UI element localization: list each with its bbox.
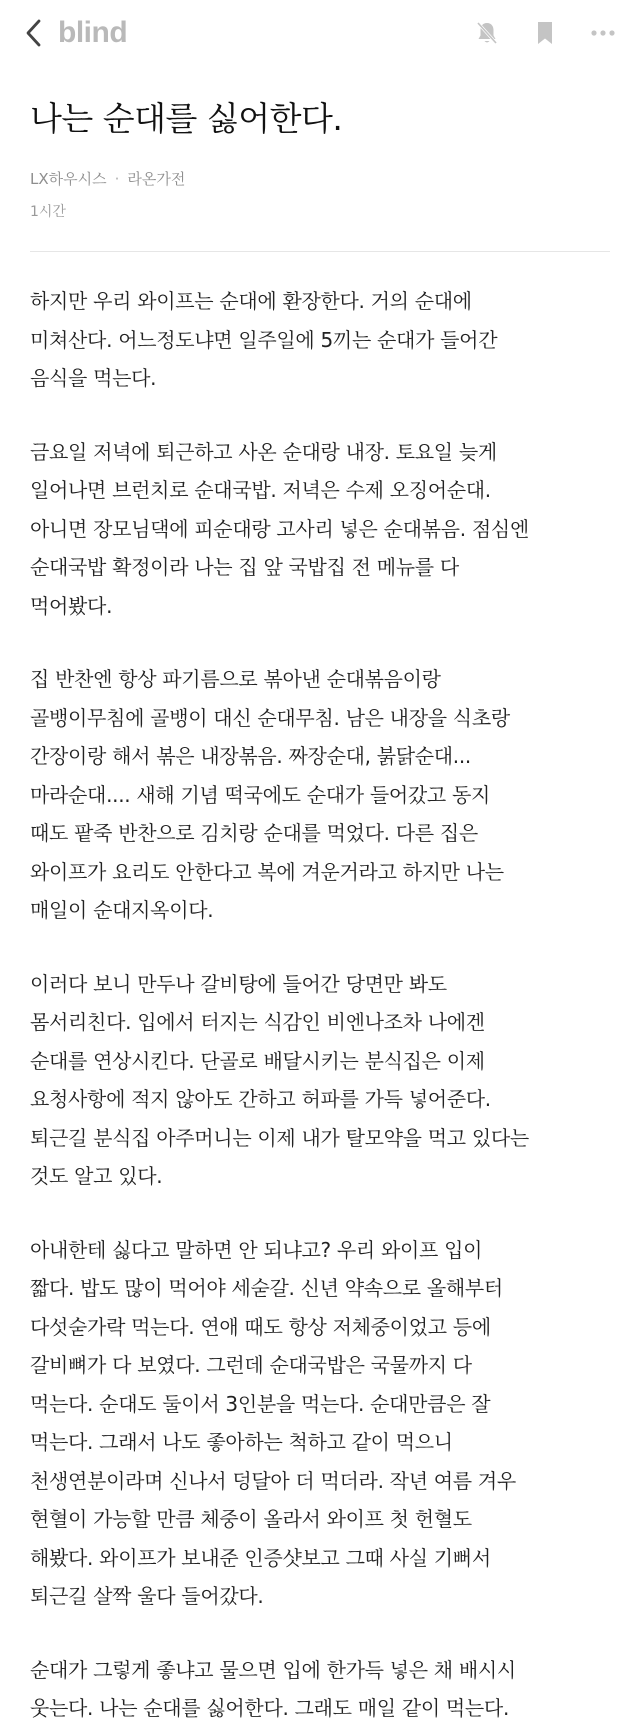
bookmark-button[interactable]	[530, 18, 560, 48]
author-nickname[interactable]: 라온가전	[127, 170, 186, 188]
post-meta	[30, 168, 610, 189]
body-paragraph: 집 반찬엔 항상 파기름으로 볶아낸 순대볶음이랑 골뱅이무침에 골뱅이 대신 순대무침. 남은 내장을 식초랑 간장이랑 해서 볶은 내장볶음. 짜장순대, 붉닭순대... 마라순대.... 새해 기념 떡국에도 순대가 들어갔고 동지 때도 팥죽 반찬으로 김치랑 순대를 먹었다. 다른 집은 와이프가 요리도 안한다고 복에 겨운거라고 하지만 나는 매일이 순대지옥이다.	[30, 667, 510, 922]
company-name[interactable]: LX하우시스	[30, 170, 107, 188]
back-chevron-icon	[24, 18, 44, 48]
notification-off-button[interactable]	[472, 18, 502, 48]
body-paragraph: 이러다 보니 만두나 갈비탕에 들어간 당면만 봐도 몸서리친다. 입에서 터지는 식감인 비엔나조차 나에겐 순대를 연상시킨다. 단골로 배달시키는 분식집은 이제 요청사항에 적지 않아도 간하고 허파를 가득 넣어준다. 퇴근길 분식집 아주머니는 이제 내가 탈모약을 먹고 있다는 것도 알고 있다.	[30, 971, 529, 1188]
more-icon	[590, 29, 616, 37]
divider	[30, 251, 610, 252]
top-bar-actions	[472, 18, 622, 48]
more-options-button[interactable]	[588, 18, 618, 48]
bell-off-icon	[474, 20, 500, 46]
post-time: 1시간	[30, 204, 66, 220]
top-bar	[0, 0, 640, 66]
post-title: 나는 순대를 싫어한다.	[30, 99, 343, 138]
post-body	[30, 282, 610, 1728]
body-paragraph: 하지만 우리 와이프는 순대에 환장한다. 거의 순대에 미쳐산다. 어느정도냐면 일주일에 5끼는 순대가 들어간 음식을 먹는다.	[30, 289, 498, 390]
body-paragraph: 금요일 저녁에 퇴근하고 사온 순대랑 내장. 토요일 늦게 일어나면 브런치로 순대국밥. 저녁은 수제 오징어순대. 아니면 장모님댁에 피순대랑 고사리 넣은 순대볶음. 점심엔 순대국밥 확정이라 나는 집 앞 국밥집 전 메뉴를 다 먹어봤다.	[30, 439, 529, 618]
meta-separator: ·	[114, 169, 120, 188]
back-button[interactable]	[18, 13, 50, 53]
body-paragraph: 순대가 그렇게 좋냐고 물으면 입에 한가득 넣은 채 배시시 웃는다. 나는 순대를 싫어한다. 그래도 매일 같이 먹는다.	[30, 1657, 516, 1720]
post-content	[0, 96, 640, 1728]
bookmark-icon	[534, 20, 556, 46]
blind-logo: blind	[58, 16, 128, 49]
body-paragraph: 아내한테 싫다고 말하면 안 되냐고? 우리 와이프 입이 짧다. 밥도 많이 먹어야 세숟갈. 신년 약속으로 올해부터 다섯숟가락 먹는다. 연애 때도 항상 저체중이었고 등에 갈비뼈가 다 보였다. 그런데 순대국밥은 국물까지 다 먹는다. 순대도 둘이서 3인분을 먹는다. 순대만큼은 잘 먹는다. 그래서 나도 좋아하는 척하고 같이 먹으니 천생연분이라며 신나서 덩달아 더 먹더라. 작년 여름 겨우 현혈이 가능할 만큼 체중이 올라서 와이프 첫 헌혈도 해봤다. 와이프가 보내준 인증샷보고 그때 사실 기뻐서 퇴근길 살짝 울다 들어갔다.	[30, 1237, 516, 1608]
